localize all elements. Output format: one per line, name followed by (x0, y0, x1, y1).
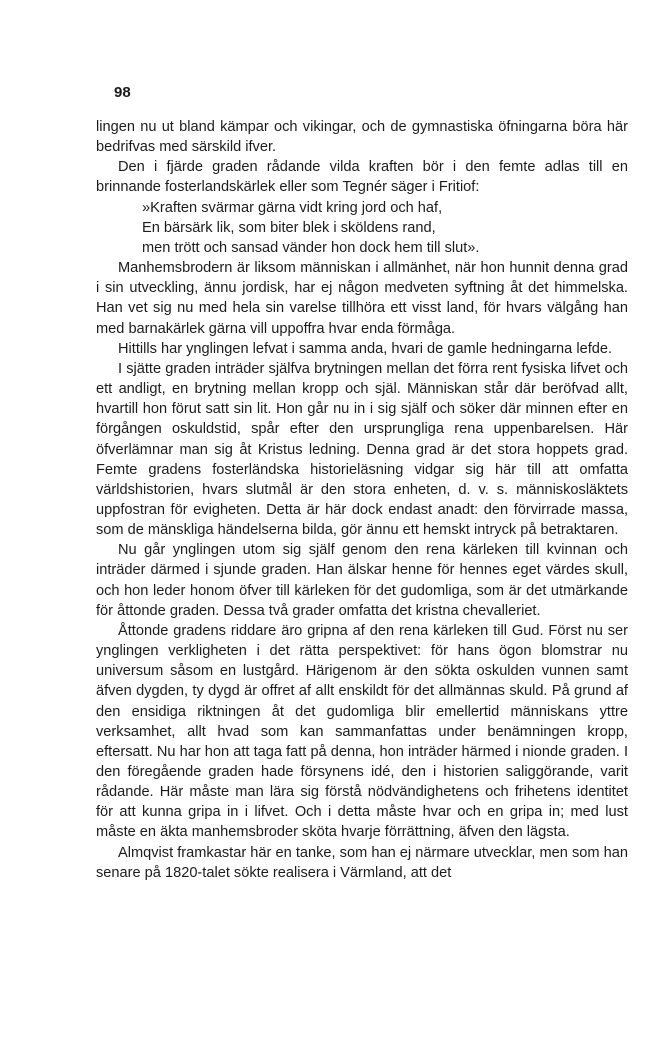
verse-line-2: En bärsärk lik, som biter blek i sköldens rand, (142, 219, 436, 236)
paragraph-7: Åttonde gradens riddare äro gripna af den rena kärleken till Gud. Först nu ser ynglingen verkligheten i det rätta perspektivet: för hans ögon blomstrar nu universum såsom en lustgård. Härigenom är den sökta oskulden vunnen samt äfven dygden, ty dygd är offret af allt enskildt för det allmännas skuld. På grund af den ensidiga riktningen åt det gudomliga blir emellertid människans yttre verksamhet, allt hvad som kan sammanfattas under benämningen kropp, eftersatt. Nu har hon att taga fatt på denna, hon inträder härmed i nionde graden. I den föregående graden hade försynens idé, den i historien saliggörande, varit rådande. Här måste man lära sig förstå nödvändighetens och frihetens identitet för att kunna gripa in i lifvet. Och i detta måste hvar och en gripa in; med lust måste en äkta manhemsbroder sköta hvarje förrättning, äfven den lägsta. (96, 622, 628, 841)
paragraph-5: I sjätte graden inträder själfva brytningen mellan det förra rent fysiska lifvet och ett andligt, en brytning mellan kropp och själ. Människan står där beröfvad allt, hvartill hon förut satt sin lit. Hon går nu in i sig själf och söker där minnen efter en förgången oskuldstid, spår efter den ursprungliga rena uppenbarelsen. Här öfverlämnar man sig åt Kristus ledning. Denna grad är det stora hoppets grad. Femte gradens fosterländska historieläsning vidgar sig här till att omfatta världshistorien, hvars slutmål är den stora enheten, d. v. s. människosläktets uppfostran för evigheten. Detta är här dock endast anadt: den förvirrade massa, som de mänskliga händelserna bilda, gör ännu ett hemskt intryck på betraktaren. (96, 360, 628, 539)
paragraph-6: Nu går ynglingen utom sig själf genom den rena kärleken till kvinnan och inträder därmed i sjunde graden. Han älskar henne för hennes eget värdes skull, och hon leder honom öfver till kärleken för det gudomliga, som är det utmärkande för åttonde graden. Dessa två grader omfatta det kristna chevalleriet. (96, 542, 628, 619)
body-text (96, 117, 628, 883)
paragraph-2: Den i fjärde graden rådande vilda kraften bör i den femte adlas till en brinnande fosterlandskärlek eller som Tegnér säger i Fritiof: (96, 159, 628, 196)
verse-line-3: men trött och sansad vänder hon dock hem till slut». (142, 239, 480, 256)
verse-line-1: »Kraften svärmar gärna vidt kring jord och haf, (142, 199, 443, 216)
verse-quote (96, 198, 628, 258)
page-number: 98 (114, 84, 131, 101)
paragraph-4: Hittills har ynglingen lefvat i samma anda, hvari de gamle hedningarna lefde. (118, 340, 613, 357)
paragraph-3: Manhemsbrodern är liksom människan i allmänhet, när hon hunnit denna grad i sin utveckling, ännu jordisk, har ej någon medveten syftning åt det himmelska. Han vet sig nu med hela sin varelse tillhöra ett visst land, för hvars välgång han med barnakärlek gärna vill uppoffra hvar enda förmåga. (96, 260, 628, 337)
paragraph-8: Almqvist framkastar här en tanke, som han ej närmare utvecklar, men som han senare på 1820-talet sökte realisera i Värmland, att det (96, 844, 628, 881)
paragraph-1: lingen nu ut bland kämpar och vikingar, och de gymnastiska öfningarna böra här bedrifvas med särskild ifver. (96, 119, 628, 156)
